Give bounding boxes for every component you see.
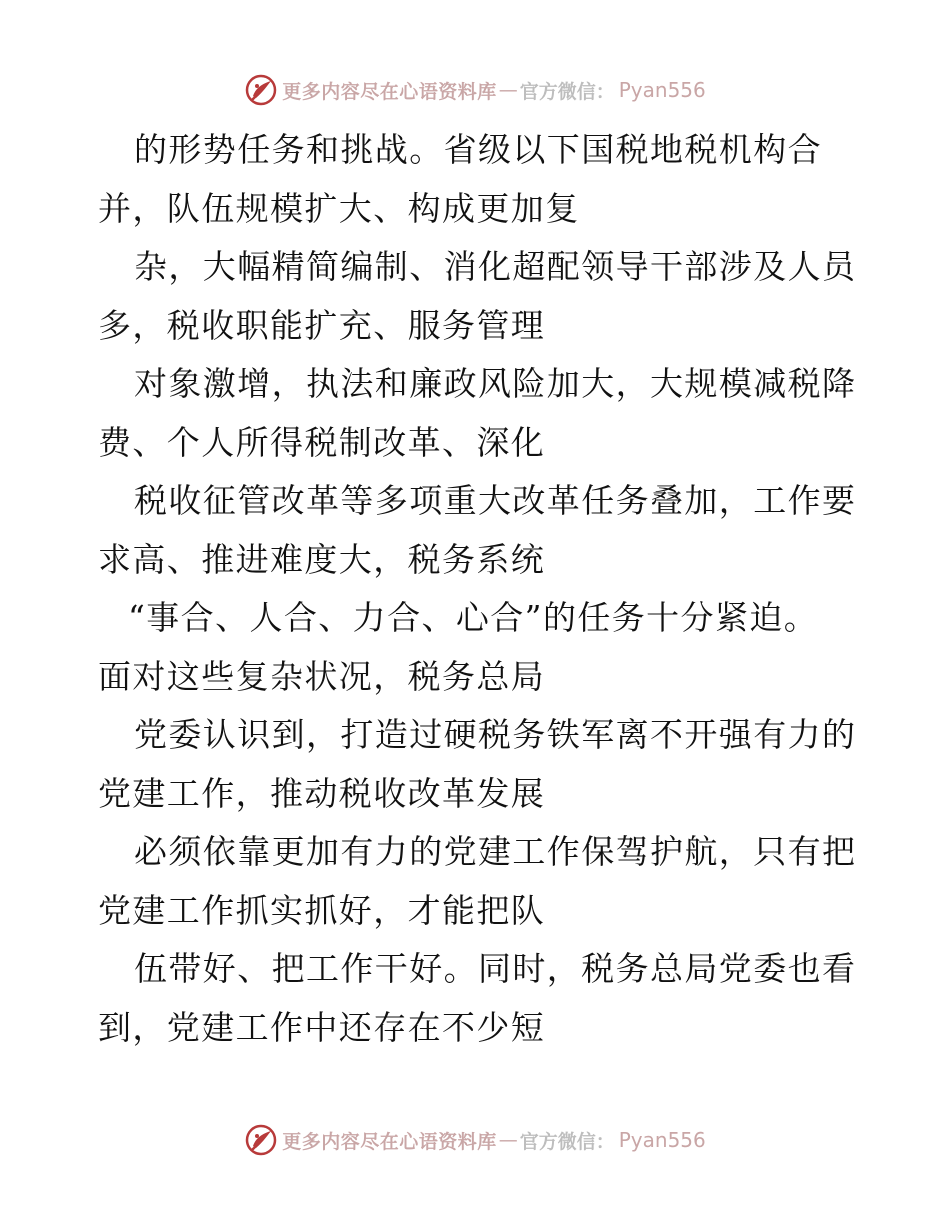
text-line: 多，税收职能扩充、服务管理 (98, 305, 546, 345)
paragraph (98, 355, 858, 472)
footer-site-text: 更多内容尽在心语资料库 (282, 1130, 497, 1153)
text-line: 必须依靠更加有力的党建工作保驾护航，只有把 (134, 832, 857, 871)
paragraph (98, 238, 858, 355)
header-watermark-banner (0, 70, 950, 110)
text-line: 伍带好、把工作干好。同时，税务总局党委也看 (134, 949, 857, 988)
text-line: 并，队伍规模扩大、构成更加复 (98, 188, 580, 228)
header-site-text: 更多内容尽在心语资料库 (282, 80, 497, 103)
paragraph (98, 940, 858, 1057)
header-dash: — (498, 79, 518, 101)
text-line: 费、个人所得税制改革、深化 (98, 422, 546, 462)
text-line: 求高、推进难度大，税务系统 (98, 539, 546, 579)
paragraph (98, 472, 858, 589)
text-line: 面对这些复杂状况，税务总局 (98, 656, 546, 696)
text-line: 税收征管改革等多项重大改革任务叠加，工作要 (134, 481, 857, 520)
paragraph (98, 121, 858, 238)
text-line: 到，党建工作中还存在不少短 (98, 1007, 546, 1047)
text-line: “事合、人合、力合、心合”的任务十分紧迫。 (128, 598, 819, 637)
text-line: 党建工作，推动税收改革发展 (98, 773, 546, 813)
footer-wechat-label: 官方微信： (519, 1130, 615, 1153)
header-wechat-id: Pyan556 (618, 78, 706, 102)
header-banner-content (244, 73, 706, 107)
footer-banner-content (244, 1123, 706, 1157)
footer-dash: — (498, 1129, 518, 1151)
brand-logo-icon (244, 73, 278, 107)
header-wechat-label: 官方微信： (519, 80, 615, 103)
text-line: 党建工作抓实抓好，才能把队 (98, 890, 546, 930)
text-line: 的形势任务和挑战。省级以下国税地税机构合 (134, 130, 822, 169)
footer-wechat-id: Pyan556 (618, 1128, 706, 1152)
footer-watermark-banner (0, 1120, 950, 1160)
text-line: 党委认识到，打造过硬税务铁军离不开强有力的 (134, 715, 857, 754)
paragraph (98, 589, 858, 706)
paragraph (98, 706, 858, 823)
paragraph (98, 823, 858, 940)
body-text (98, 121, 858, 1057)
brand-logo-icon (244, 1123, 278, 1157)
text-line: 杂，大幅精简编制、消化超配领导干部涉及人员 (134, 247, 857, 286)
text-line: 对象激增，执法和廉政风险加大，大规模减税降 (134, 364, 857, 403)
